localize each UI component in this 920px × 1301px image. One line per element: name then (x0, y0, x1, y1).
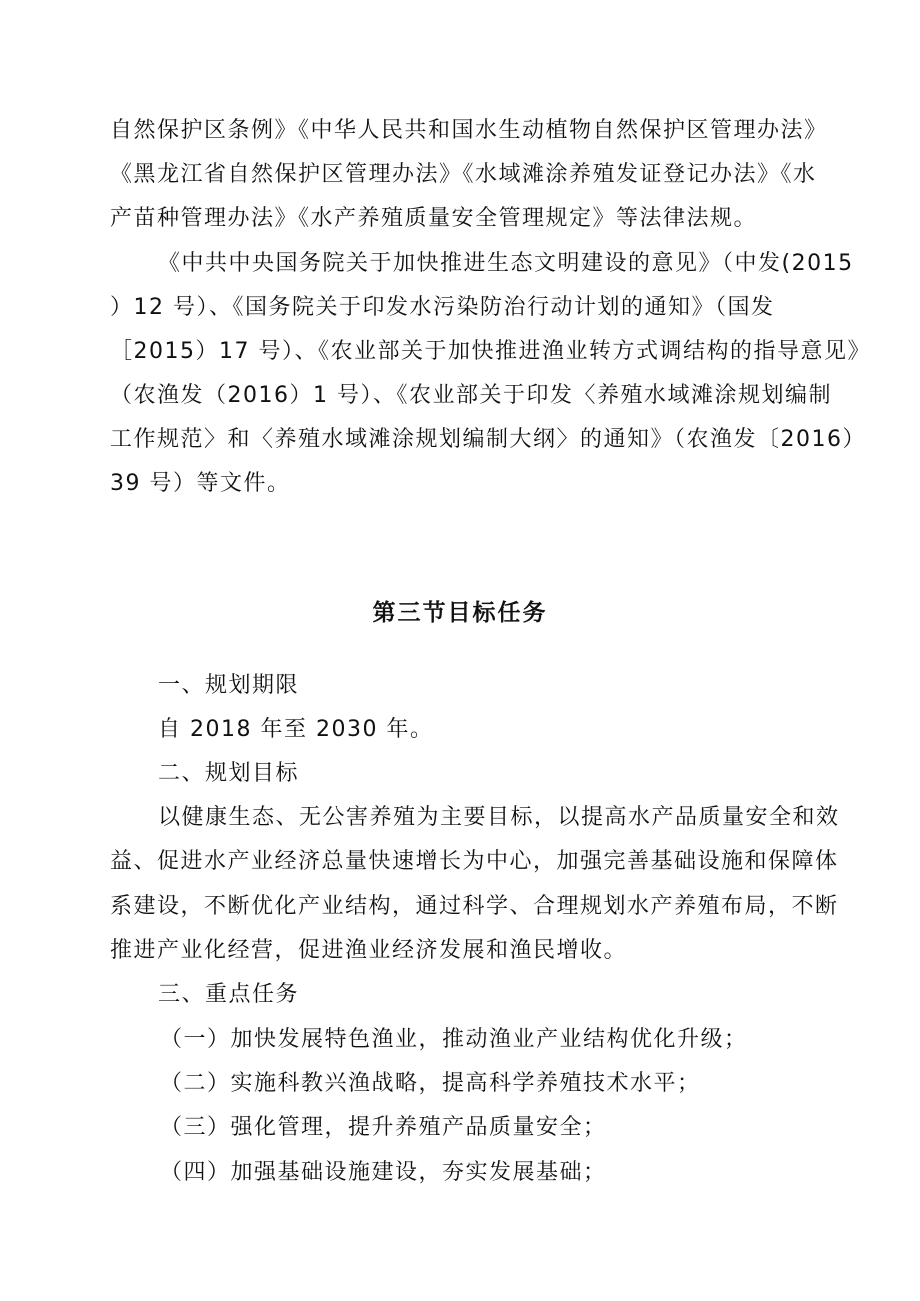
task-item: （二）实施科教兴渔战略，提高科学养殖技术水平； (160, 1071, 701, 1096)
paragraph-line: 39 号）等文件。 (110, 471, 291, 496)
paragraph-line: 系建设，不断优化产业结构，通过科学、合理规划水产养殖布局，不断 (110, 894, 839, 919)
item-heading: 三、重点任务 (158, 982, 300, 1007)
item-text: 自 2018 年至 2030 年。 (158, 717, 434, 742)
task-item: （三）强化管理，提升养殖产品质量安全； (160, 1115, 607, 1140)
paragraph-line: 产苗种管理办法》《水产养殖质量安全管理规定》等法律法规。 (110, 206, 758, 231)
paragraph-line: 推进产业化经营，促进渔业经济发展和渔民增收。 (110, 938, 628, 963)
paragraph-line: 自然保护区条例》《中华人民共和国水生动植物自然保护区管理办法》 (110, 118, 828, 143)
paragraph-line: ［2015）17 号）、《农业部关于加快推进渔业转方式调结构的指导意见》 (110, 339, 871, 364)
paragraph-line: 工作规范〉和〈养殖水域滩涂规划编制大纲〉的通知》（农渔发〔2016） (110, 427, 866, 452)
task-item: （四）加强基础设施建设，夯实发展基础； (160, 1160, 607, 1185)
paragraph-line: ）12 号）、《国务院关于印发水污染防治行动计划的通知》（国发 (110, 295, 775, 320)
paragraph-line: 《黑龙江省自然保护区管理办法》《水域滩涂养殖发证登记办法》《水 (110, 162, 817, 187)
task-item: （一）加快发展特色渔业，推动渔业产业结构优化升级； (160, 1027, 748, 1052)
item-heading: 一、规划期限 (158, 673, 300, 698)
item-heading: 二、规划目标 (158, 761, 300, 786)
section-title: 第三节目标任务 (372, 600, 548, 626)
paragraph-line: 以健康生态、无公害养殖为主要目标，以提高水产品质量安全和效 (158, 805, 840, 830)
paragraph-line: 益、促进水产业经济总量快速增长为中心，加强完善基础设施和保障体 (110, 849, 839, 874)
paragraph-line: （农渔发（2016）1 号）、《农业部关于印发〈养殖水域滩涂规划编制 (110, 383, 832, 408)
paragraph-line: 《中共中央国务院关于加快推进生态文明建设的意见》（中发(2015 (158, 251, 854, 276)
